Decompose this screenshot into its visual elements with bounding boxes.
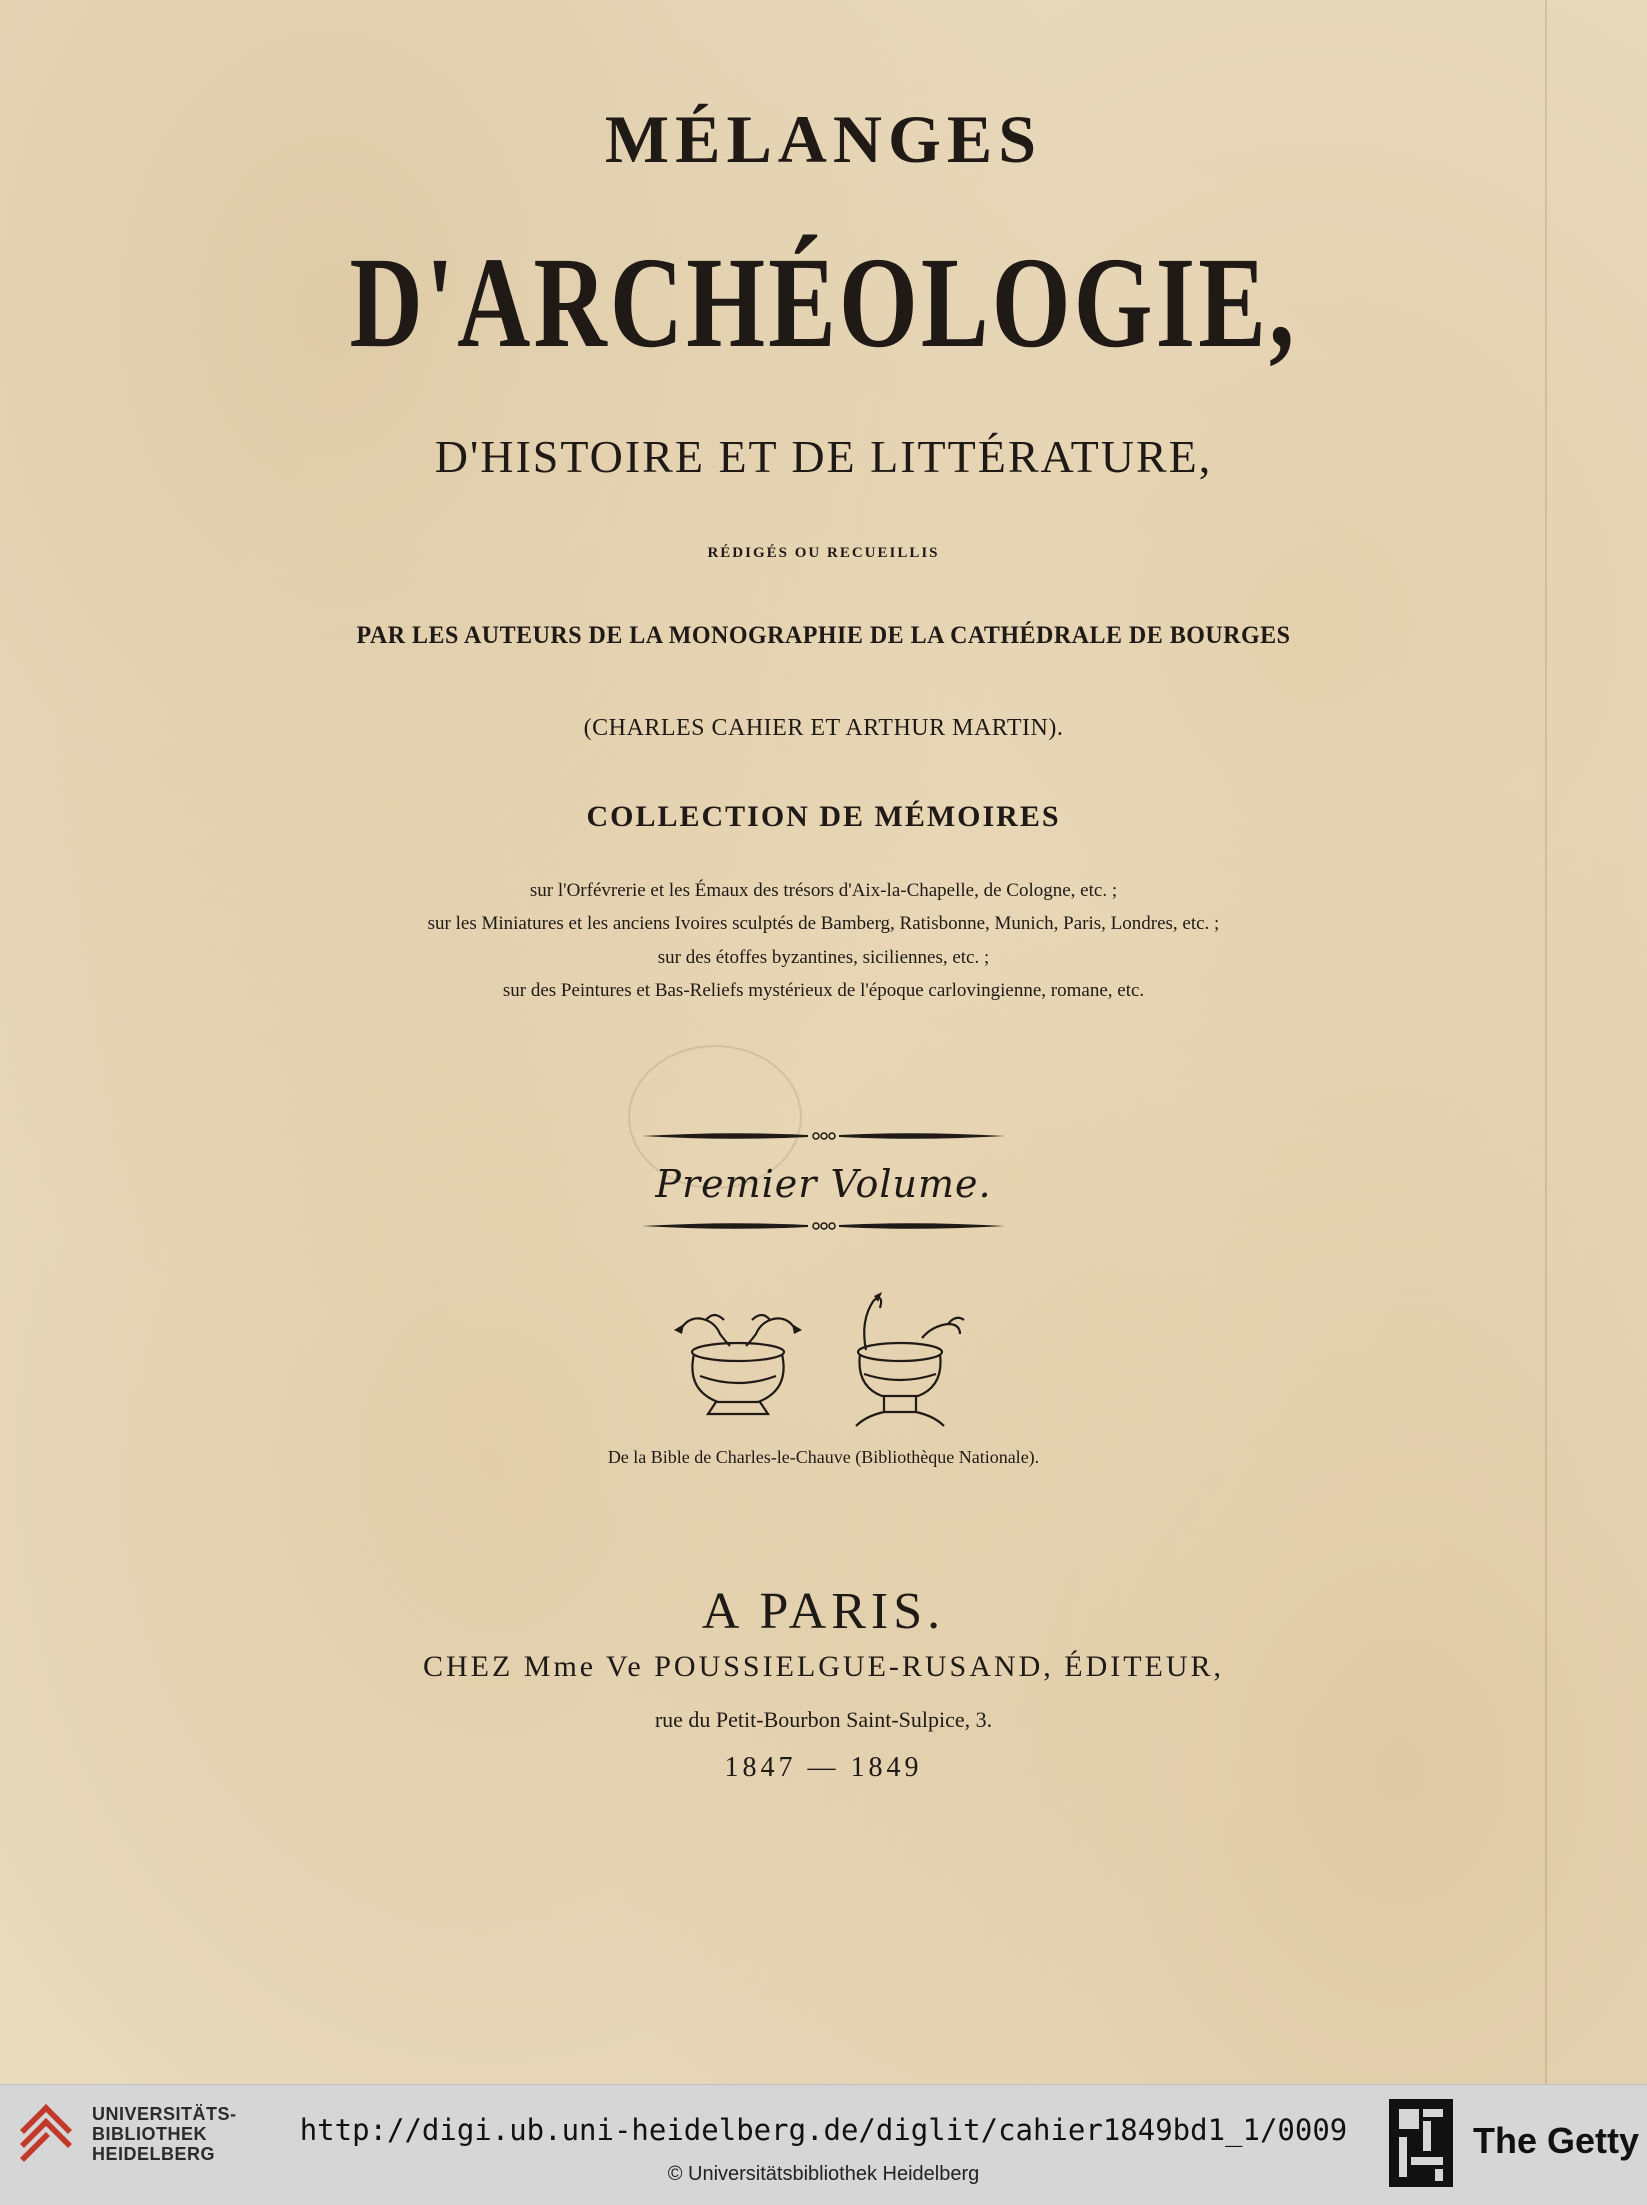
volume-label: Premier Volume. — [655, 1162, 992, 1206]
collection-heading: COLLECTION DE MÉMOIRES — [586, 800, 1061, 833]
ub-line-1: UNIVERSITÄTS- — [92, 2104, 237, 2124]
illustration-caption: De la Bible de Charles-le-Chauve (Bibliothèque Nationale). — [607, 1447, 1040, 1467]
vessels-with-birds-illustration — [660, 1290, 980, 1430]
getty-logo-icon — [1387, 2097, 1455, 2193]
title-archeologie: D'ARCHÉOLOGIE, — [349, 231, 1298, 375]
contents-line-3: sur des étoffes byzantines, siciliennes, etc. ; — [657, 947, 990, 968]
contents-line-1: sur l'Orfévrerie et les Émaux des trésors d'Aix-la-Chapelle, de Cologne, etc. ; — [529, 880, 1118, 901]
permalink-url[interactable]: http://digi.ub.uni-heidelberg.de/diglit/cahier1849bd1_1/0009 — [299, 2113, 1348, 2147]
authors-line: PAR LES AUTEURS DE LA MONOGRAPHIE DE LA CATHÉDRALE DE BOURGES — [356, 622, 1291, 649]
contents-line-4: sur des Peintures et Bas-Reliefs mystérieux de l'époque carlovingienne, romane, etc. — [502, 980, 1145, 1001]
imprint-publisher: CHEZ Mme Ve POUSSIELGUE-RUSAND, ÉDITEUR, — [422, 1650, 1225, 1683]
ub-line-3: HEIDELBERG — [92, 2144, 216, 2164]
redige-line: RÉDIGÉS OU RECUEILLIS — [707, 545, 940, 561]
ub-line-2: BIBLIOTHEK — [92, 2124, 207, 2144]
imprint-address: rue du Petit-Bourbon Saint-Sulpice, 3. — [654, 1707, 993, 1732]
authors-names: (CHARLES CAHIER ET ARTHUR MARTIN). — [583, 715, 1064, 741]
imprint-years: 1847 — 1849 — [724, 1752, 923, 1783]
imprint-city: A PARIS. — [701, 1583, 946, 1640]
subtitle-histoire: D'HISTOIRE ET DE LITTÉRATURE, — [434, 431, 1213, 482]
ornamental-rule-bottom — [640, 1216, 1007, 1236]
title-melanges: MÉLANGES — [604, 101, 1043, 177]
copyright-notice: © Universitätsbibliothek Heidelberg — [667, 2163, 980, 2185]
ornamental-rule-top — [640, 1126, 1007, 1146]
contents-line-2: sur les Miniatures et les anciens Ivoires sculptés de Bamberg, Ratisbonne, Munich, Paris, Londres, etc. ; — [427, 913, 1220, 934]
getty-wordmark: The Getty — [1473, 2120, 1640, 2161]
